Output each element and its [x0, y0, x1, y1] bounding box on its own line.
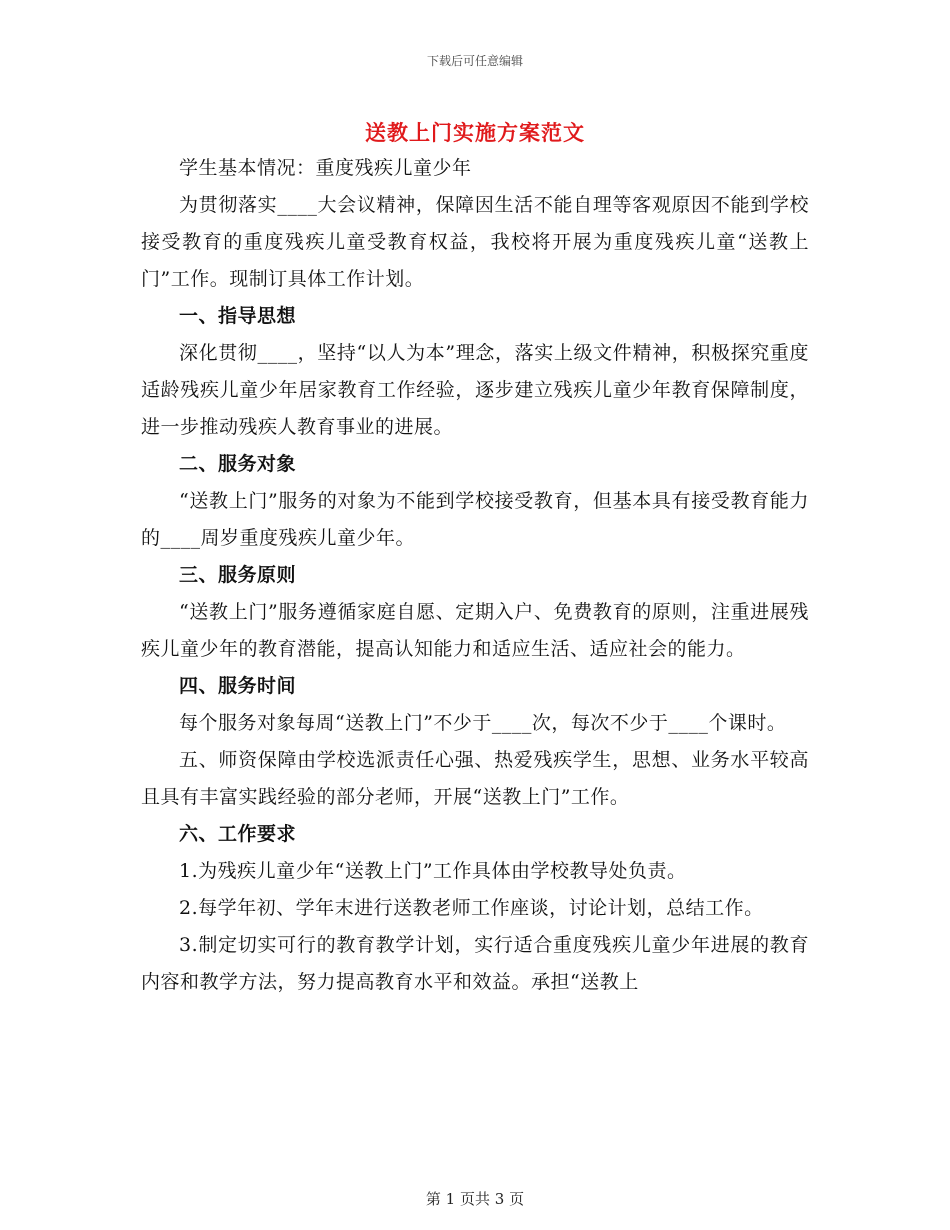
requirement-item-1: 1.为残疾儿童少年“送教上门”工作具体由学校教导处负责。	[179, 860, 687, 882]
header-note: 下载后可任意编辑	[426, 54, 523, 68]
section-heading-service-principle: 三、服务原则	[179, 564, 297, 586]
section-heading-work-requirements: 六、工作要求	[179, 823, 297, 845]
document-body	[141, 150, 809, 1001]
page-footer: 第 1 页共 3 页	[425, 1190, 525, 1208]
student-info-paragraph: 学生基本情况：重度残疾儿童少年	[179, 157, 472, 179]
section-heading-service-time: 四、服务时间	[179, 675, 297, 697]
guiding-thought-paragraph: 深化贯彻____，坚持“以人为本”理念，落实上级文件精神，积极探究重度适龄残疾儿童少年居家教育工作经验，逐步建立残疾儿童少年教育保障制度，进一步推动残疾人教育事业的进展。	[141, 342, 809, 438]
requirement-item-3: 3.制定切实可行的教育教学计划，实行适合重度残疾儿童少年进展的教育内容和教学方法，努力提高教育水平和效益。承担“送教上	[141, 934, 809, 993]
document-title: 送教上门实施方案范文	[365, 120, 585, 145]
intro-paragraph: 为贯彻落实____大会议精神，保障因生活不能自理等客观原因不能到学校接受教育的重度残疾儿童受教育权益，我校将开展为重度残疾儿童“送教上门”工作。现制订具体工作计划。	[141, 194, 809, 290]
service-time-paragraph: 每个服务对象每周“送教上门”不少于____次，每次不少于____个课时。	[179, 712, 787, 734]
service-target-paragraph: “送教上门”服务的对象为不能到学校接受教育，但基本具有接受教育能力的____周岁重度残疾儿童少年。	[141, 490, 809, 549]
section-heading-guiding-thought: 一、指导思想	[179, 305, 297, 327]
section-heading-service-target: 二、服务对象	[179, 453, 297, 475]
teacher-support-paragraph: 五、师资保障由学校选派责任心强、热爱残疾学生，思想、业务水平较高且具有丰富实践经验的部分老师，开展“送教上门”工作。	[141, 749, 809, 808]
service-principle-paragraph: “送教上门”服务遵循家庭自愿、定期入户、免费教育的原则，注重进展残疾儿童少年的教育潜能，提高认知能力和适应生活、适应社会的能力。	[141, 601, 809, 660]
requirement-item-2: 2.每学年初、学年末进行送教老师工作座谈，讨论计划，总结工作。	[179, 897, 764, 919]
